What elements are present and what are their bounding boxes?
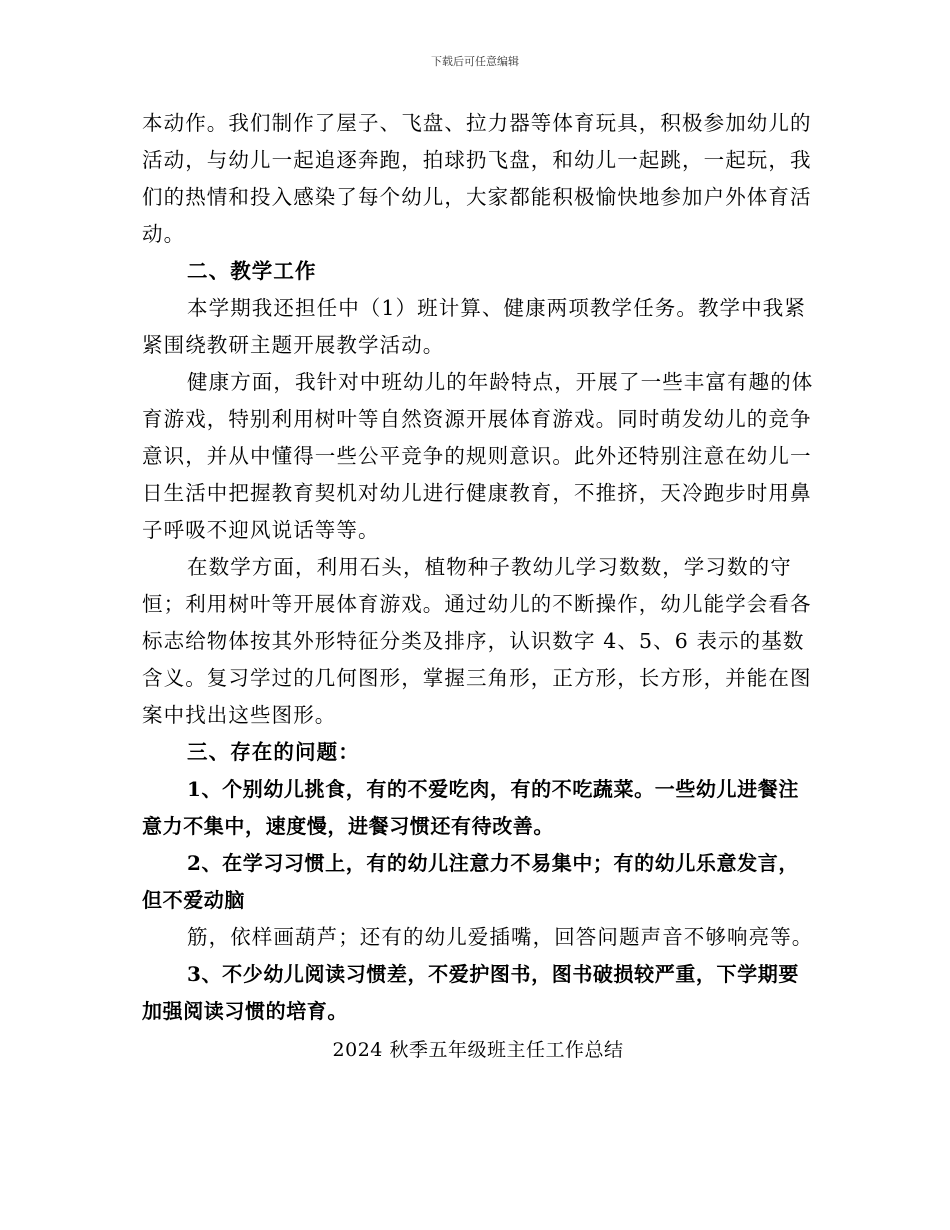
paragraph-math: 在数学方面，利用石头，植物种子教幼儿学习数数，学习数的守恒；利用树叶等开展体育游戏。通过幼儿的不断操作，幼儿能学会看各标志给物体按其外形特征分类及排序，认识数字 4、5、6 表示的基数含义。复习学过的几何图形，掌握三角形，正方形，长方形，并能在图案中找出这些图形。: [142, 555, 812, 727]
paragraph-activities: 本动作。我们制作了屋子、飞盘、拉力器等体育玩具，积极参加幼儿的活动，与幼儿一起追逐奔跑，拍球扔飞盘，和幼儿一起跳，一起玩，我们的热情和投入感染了每个幼儿，大家都能积极愉快地参加户外体育活动。: [142, 111, 812, 246]
page-header: 下载后可任意编辑: [431, 55, 519, 68]
document-body: [142, 105, 814, 1069]
problem-item-2-continued: 筋，依样画葫芦；还有的幼儿爱插嘴，回答问题声音不够响亮等。: [187, 925, 814, 949]
paragraph-teaching-tasks: 本学期我还担任中（1）班计算、健康两项教学任务。教学中我紧紧围绕教研主题开展教学活动。: [142, 296, 806, 357]
problem-item-2: 2、在学习习惯上，有的幼儿注意力不易集中；有的幼儿乐意发言，但不爱动脑: [142, 851, 799, 912]
problem-item-3: 3、不少幼儿阅读习惯差，不爱护图书，图书破损较严重，下学期要加强阅读习惯的培育。: [142, 962, 799, 1023]
next-document-title: 2024 秋季五年级班主任工作总结: [332, 1039, 624, 1061]
section-heading-teaching: 二、教学工作: [187, 259, 317, 283]
section-heading-problems: 三、存在的问题：: [187, 740, 360, 764]
paragraph-health: 健康方面，我针对中班幼儿的年龄特点，开展了一些丰富有趣的体育游戏，特别利用树叶等自然资源开展体育游戏。同时萌发幼儿的竞争意识，并从中懂得一些公平竞争的规则意识。此外还特别注意在幼儿一日生活中把握教育契机对幼儿进行健康教育，不推挤，天冷跑步时用鼻子呼吸不迎风说话等等。: [142, 370, 814, 542]
problem-item-1: 1、个别幼儿挑食，有的不爱吃肉，有的不吃蔬菜。一些幼儿进餐注意力不集中，速度慢，进餐习惯还有待改善。: [142, 777, 799, 838]
